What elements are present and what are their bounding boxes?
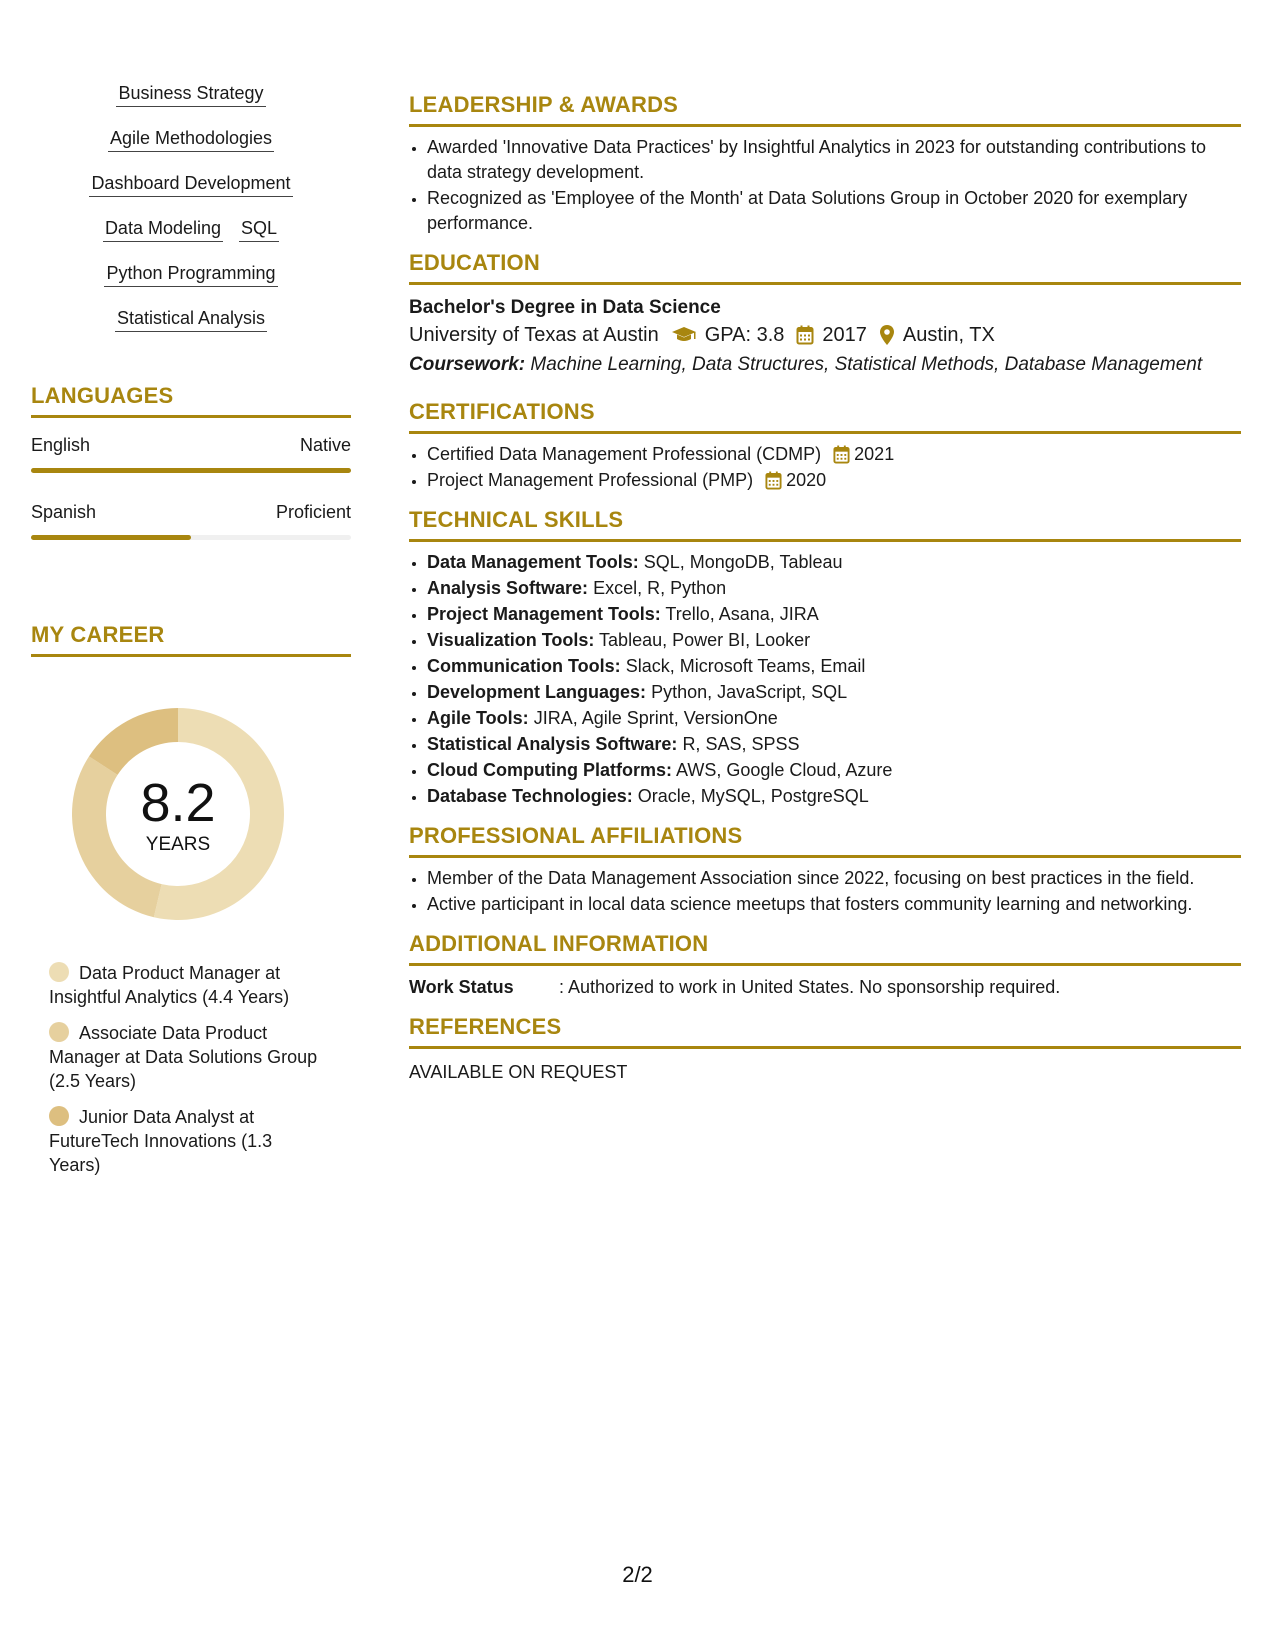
work-status-label: Work Status bbox=[409, 977, 514, 997]
certification-year: 2020 bbox=[786, 470, 827, 490]
technical-skill-value: Tableau, Power BI, Looker bbox=[599, 630, 811, 650]
language-line bbox=[31, 499, 351, 525]
technical-skill-item bbox=[427, 784, 1241, 809]
technical-skill-item bbox=[427, 628, 1241, 653]
list-item: • Recognized as 'Employee of the Month' at Data Solutions Group in October 2020 for exemplary performance. bbox=[427, 186, 1241, 236]
languages-list bbox=[31, 432, 351, 540]
coursework-label: Coursework: bbox=[409, 354, 526, 375]
technical-skill-value: SQL, MongoDB, Tableau bbox=[643, 552, 843, 572]
certifications-title: CERTIFICATIONS bbox=[409, 399, 1241, 434]
leadership-list bbox=[409, 135, 1241, 236]
career-donut bbox=[65, 701, 291, 927]
certification-item bbox=[427, 442, 1241, 467]
technical-skill-label: Communication Tools: bbox=[427, 656, 621, 676]
additional-section bbox=[409, 931, 1241, 1000]
career-section bbox=[31, 622, 351, 1177]
skill-tag: Business Strategy bbox=[116, 80, 265, 107]
certification-year: 2021 bbox=[854, 444, 895, 464]
technical-skill-value: R, SAS, SPSS bbox=[682, 734, 800, 754]
career-legend-item bbox=[49, 1105, 319, 1177]
career-total-unit: YEARS bbox=[145, 834, 211, 855]
skill-row bbox=[31, 260, 351, 288]
list-item: • Member of the Data Management Association since 2022, focusing on best practices in the field. bbox=[427, 866, 1241, 891]
references-text: AVAILABLE ON REQUEST bbox=[409, 1062, 628, 1082]
skill-row bbox=[31, 170, 351, 198]
coursework-text: Machine Learning, Data Structures, Statistical Methods, Database Management bbox=[530, 354, 1203, 375]
graduation-cap-icon bbox=[671, 326, 697, 344]
skills-tags bbox=[31, 80, 351, 333]
leadership-section bbox=[409, 92, 1241, 236]
language-bar bbox=[31, 468, 351, 473]
skill-row bbox=[31, 215, 351, 243]
skill-row bbox=[31, 80, 351, 108]
page-number: 2/2 bbox=[622, 1562, 653, 1587]
technical-skill-label: Agile Tools: bbox=[427, 708, 529, 728]
list-item: • Awarded 'Innovative Data Practices' by Insightful Analytics in 2023 for outstanding contributions to data strategy development. bbox=[427, 135, 1241, 185]
skill-tag: Statistical Analysis bbox=[115, 305, 267, 332]
location-pin-icon bbox=[879, 324, 895, 346]
technical-skill-value: Slack, Microsoft Teams, Email bbox=[625, 656, 866, 676]
technical-skill-label: Analysis Software: bbox=[427, 578, 589, 598]
certification-name: • Project Management Professional (PMP) bbox=[427, 470, 754, 490]
certification-item bbox=[427, 468, 1241, 493]
technical-skill-item bbox=[427, 550, 1241, 575]
language-line bbox=[31, 432, 351, 458]
technical-skill-item bbox=[427, 602, 1241, 627]
technical-list bbox=[409, 550, 1241, 809]
certification-name: • Certified Data Management Professional (CDMP) bbox=[427, 444, 822, 464]
languages-title: LANGUAGES bbox=[31, 383, 351, 418]
technical-skill-item bbox=[427, 732, 1241, 757]
leadership-title: LEADERSHIP & AWARDS bbox=[409, 92, 1241, 127]
language-bar-fill bbox=[31, 468, 351, 473]
certification-row bbox=[427, 442, 1241, 467]
right-column bbox=[409, 92, 1241, 1099]
technical-skill-value: Trello, Asana, JIRA bbox=[665, 604, 819, 624]
certifications-section bbox=[409, 399, 1241, 493]
language-name: English bbox=[31, 435, 91, 455]
language-item bbox=[31, 432, 351, 473]
technical-skill-label: Database Technologies: bbox=[427, 786, 633, 806]
technical-skill-item bbox=[427, 758, 1241, 783]
skill-tag: Dashboard Development bbox=[89, 170, 292, 197]
legend-dot bbox=[49, 962, 69, 982]
career-legend-label: Data Product Manager at Insightful Analytics (4.4 Years) bbox=[49, 963, 290, 1007]
references-title: REFERENCES bbox=[409, 1014, 1241, 1049]
technical-skill-item bbox=[427, 680, 1241, 705]
career-title: MY CAREER bbox=[31, 622, 351, 657]
technical-section bbox=[409, 507, 1241, 809]
technical-skill-item bbox=[427, 706, 1241, 731]
work-status-value: : Authorized to work in United States. No sponsorship required. bbox=[559, 977, 1061, 997]
education-year: 2017 bbox=[822, 324, 867, 346]
technical-skill-label: Visualization Tools: bbox=[427, 630, 595, 650]
language-bar-fill bbox=[31, 535, 191, 540]
calendar-icon bbox=[796, 325, 814, 345]
certification-row bbox=[427, 468, 1241, 493]
left-column bbox=[31, 80, 351, 1189]
legend-dot bbox=[49, 1022, 69, 1042]
languages-section bbox=[31, 383, 351, 540]
skill-tag: Agile Methodologies bbox=[108, 125, 274, 152]
technical-title: TECHNICAL SKILLS bbox=[409, 507, 1241, 542]
career-legend-label: Associate Data Product Manager at Data Solutions Group (2.5 Years) bbox=[49, 1023, 318, 1091]
technical-skill-value: Excel, R, Python bbox=[593, 578, 727, 598]
technical-skill-label: Cloud Computing Platforms: bbox=[427, 760, 672, 780]
technical-skill-label: Development Languages: bbox=[427, 682, 647, 702]
language-level: Proficient bbox=[275, 502, 351, 522]
legend-dot bbox=[49, 1106, 69, 1126]
education-degree: Bachelor's Degree in Data Science bbox=[409, 297, 721, 318]
skill-row bbox=[31, 305, 351, 333]
skill-tag: SQL bbox=[239, 215, 279, 242]
career-legend-item bbox=[49, 961, 319, 1009]
education-section bbox=[409, 250, 1241, 377]
career-legend-item bbox=[49, 1021, 319, 1093]
education-school: University of Texas at Austin bbox=[409, 324, 659, 346]
affiliations-list bbox=[409, 866, 1241, 917]
technical-skill-item bbox=[427, 576, 1241, 601]
affiliations-title: PROFESSIONAL AFFILIATIONS bbox=[409, 823, 1241, 858]
technical-skill-value: JIRA, Agile Sprint, VersionOne bbox=[533, 708, 778, 728]
technical-skill-label: Project Management Tools: bbox=[427, 604, 661, 624]
technical-skill-label: Statistical Analysis Software: bbox=[427, 734, 678, 754]
skill-tag: Python Programming bbox=[104, 260, 277, 287]
education-title: EDUCATION bbox=[409, 250, 1241, 285]
education-location: Austin, TX bbox=[902, 324, 995, 346]
additional-title: ADDITIONAL INFORMATION bbox=[409, 931, 1241, 966]
career-total-years: 8.2 bbox=[140, 773, 216, 833]
affiliations-section bbox=[409, 823, 1241, 917]
technical-skill-value: Python, JavaScript, SQL bbox=[651, 682, 848, 702]
career-donut-center bbox=[65, 701, 291, 927]
references-section bbox=[409, 1014, 1241, 1085]
skill-tag: Data Modeling bbox=[103, 215, 223, 242]
language-level: Native bbox=[299, 435, 351, 455]
technical-skill-item bbox=[427, 654, 1241, 679]
language-name: Spanish bbox=[31, 502, 97, 522]
list-item: • Active participant in local data science meetups that fosters community learning and networking. bbox=[427, 892, 1241, 917]
certifications-list bbox=[409, 442, 1241, 493]
technical-skill-value: Oracle, MySQL, PostgreSQL bbox=[637, 786, 869, 806]
education-coursework bbox=[409, 353, 1241, 377]
career-legend bbox=[31, 961, 319, 1177]
skill-row bbox=[31, 125, 351, 153]
calendar-icon bbox=[833, 445, 850, 464]
work-status-row bbox=[409, 974, 1241, 1000]
education-details bbox=[409, 321, 1241, 349]
education-gpa: GPA: 3.8 bbox=[704, 324, 785, 346]
language-item bbox=[31, 499, 351, 540]
technical-skill-value: AWS, Google Cloud, Azure bbox=[676, 760, 893, 780]
calendar-icon bbox=[765, 471, 782, 490]
career-legend-label: Junior Data Analyst at FutureTech Innovations (1.3 Years) bbox=[49, 1107, 273, 1175]
technical-skill-label: Data Management Tools: bbox=[427, 552, 639, 572]
language-bar bbox=[31, 535, 351, 540]
